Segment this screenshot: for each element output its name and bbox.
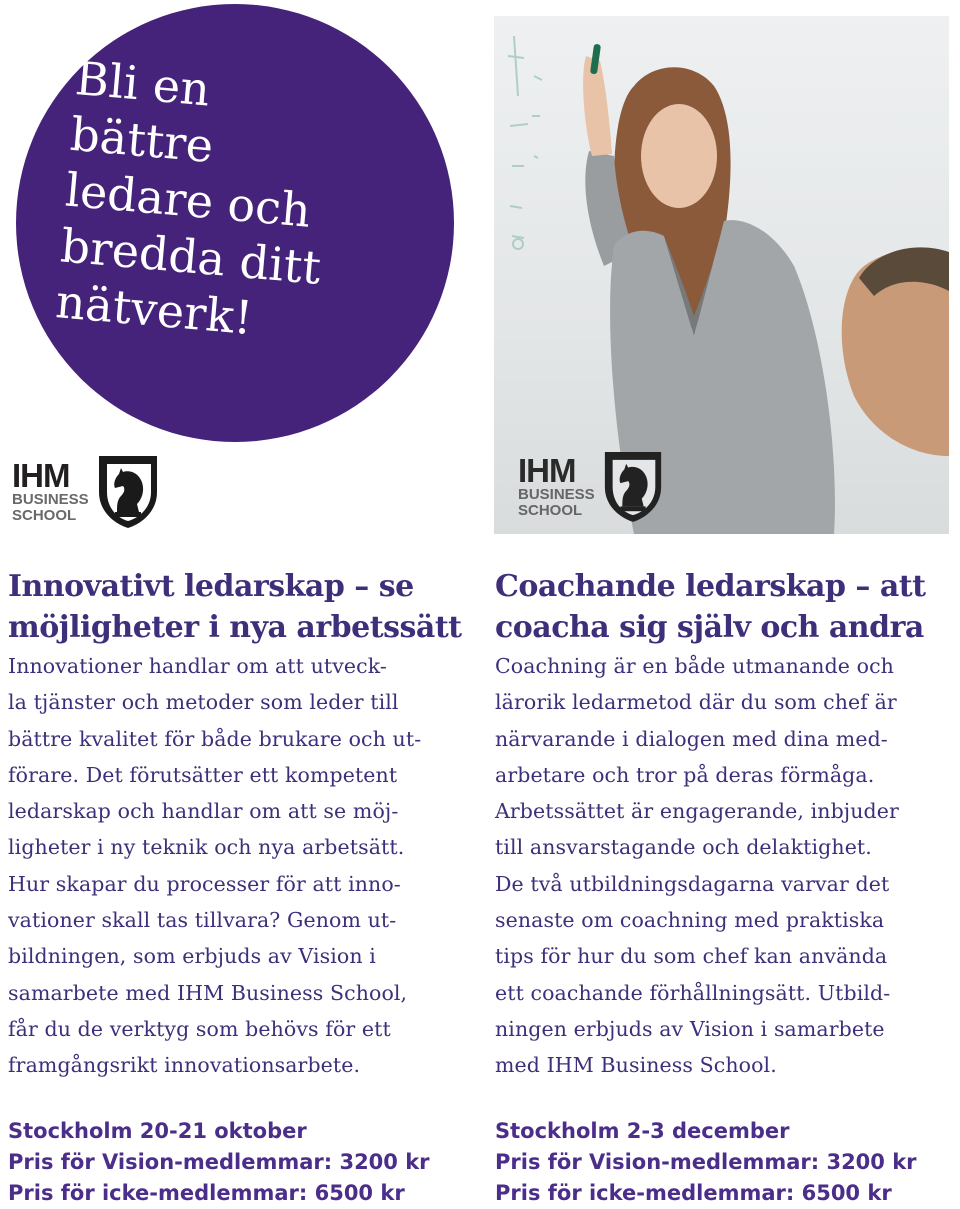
nonmember-price: Pris för icke-medlemmar: 6500 kr [495, 1181, 892, 1205]
title-line: coacha sig själv och andra [495, 610, 924, 645]
knight-shield-icon [601, 448, 665, 524]
course-date: Stockholm 2-3 december [495, 1119, 790, 1143]
course-coaching [495, 566, 950, 1084]
text-line: arbetare och tror på deras förmåga. [495, 762, 875, 787]
logo-wordmark [12, 456, 89, 524]
circle-line: nätverk! [53, 274, 255, 346]
member-price: Pris för Vision-medlemmar: 3200 kr [495, 1150, 917, 1174]
text-line: till ansvarstagande och delaktighet. [495, 835, 872, 860]
text-line: ligheter i ny teknik och nya arbetsätt. [8, 835, 405, 860]
ihm-logo-left [12, 452, 161, 530]
nonmember-price: Pris för icke-medlemmar: 6500 kr [8, 1181, 405, 1205]
logo-line1: BUSINESS [518, 485, 595, 503]
logo-line2: SCHOOL [518, 501, 583, 519]
course-description [8, 648, 463, 1084]
knight-shield-icon [95, 452, 161, 530]
circle-headline [54, 50, 397, 357]
text-line: får du de verktyg som behövs för ett [8, 1016, 391, 1041]
course-title [8, 566, 463, 648]
text-line: ningen erbjuds av Vision i samarbete [495, 1016, 885, 1041]
course-description [495, 648, 950, 1084]
circle-line: Bli en [73, 50, 213, 117]
member-price: Pris för Vision-medlemmar: 3200 kr [8, 1150, 430, 1174]
logo-name: IHM [518, 451, 576, 489]
logo-line1: BUSINESS [12, 490, 89, 508]
text-line: senaste om coachning med praktiska [495, 908, 885, 933]
ihm-logo-photo [518, 448, 665, 524]
text-line: Hur skapar du processer för att inno- [8, 871, 401, 896]
title-line: möjligheter i nya arbetssätt [8, 610, 462, 645]
text-line: Arbetssättet är engagerande, inbjuder [495, 799, 899, 824]
course-info-left [8, 1116, 430, 1209]
text-line: ett coachande förhållningsätt. Utbild- [495, 980, 891, 1005]
course-info-right [495, 1116, 917, 1209]
title-line: Innovativt ledarskap – se [8, 569, 414, 604]
text-line: vationer skall tas tillvara? Genom ut- [8, 908, 397, 933]
text-line: tips för hur du som chef kan använda [495, 944, 888, 969]
text-line: De två utbildningsdagarna varvar det [495, 871, 890, 896]
logo-line2: SCHOOL [12, 506, 77, 524]
text-line: närvarande i dialogen med dina med- [495, 726, 888, 751]
text-line: Innovationer handlar om att utveck- [8, 654, 387, 678]
text-line: samarbete med IHM Business School, [8, 980, 408, 1005]
text-line: la tjänster och metoder som leder till [8, 690, 399, 715]
circle-line: bättre [68, 106, 216, 174]
course-date: Stockholm 20-21 oktober [8, 1119, 307, 1143]
text-line: framgångsrikt innovationsarbete. [8, 1053, 361, 1078]
text-line: lärorik ledarmetod där du som chef är [495, 690, 897, 715]
text-line: bättre kvalitet för både brukare och ut- [8, 726, 422, 751]
course-innovation [8, 566, 463, 1084]
title-line: Coachande ledarskap – att [495, 569, 926, 604]
circle-line: ledare och [63, 162, 313, 238]
text-line: förare. Det förutsätter ett kompetent [8, 762, 398, 787]
circle-line: bredda ditt [58, 218, 324, 295]
text-line: ledarskap och handlar om att se möj- [8, 799, 399, 824]
text-line: med IHM Business School. [495, 1053, 777, 1078]
text-line: Coachning är en både utmanande och [495, 654, 894, 678]
classroom-photo [494, 16, 949, 534]
logo-wordmark [518, 451, 595, 519]
course-title [495, 566, 950, 648]
text-line: bildningen, som erbjuds av Vision i [8, 944, 376, 969]
logo-name: IHM [12, 456, 70, 494]
